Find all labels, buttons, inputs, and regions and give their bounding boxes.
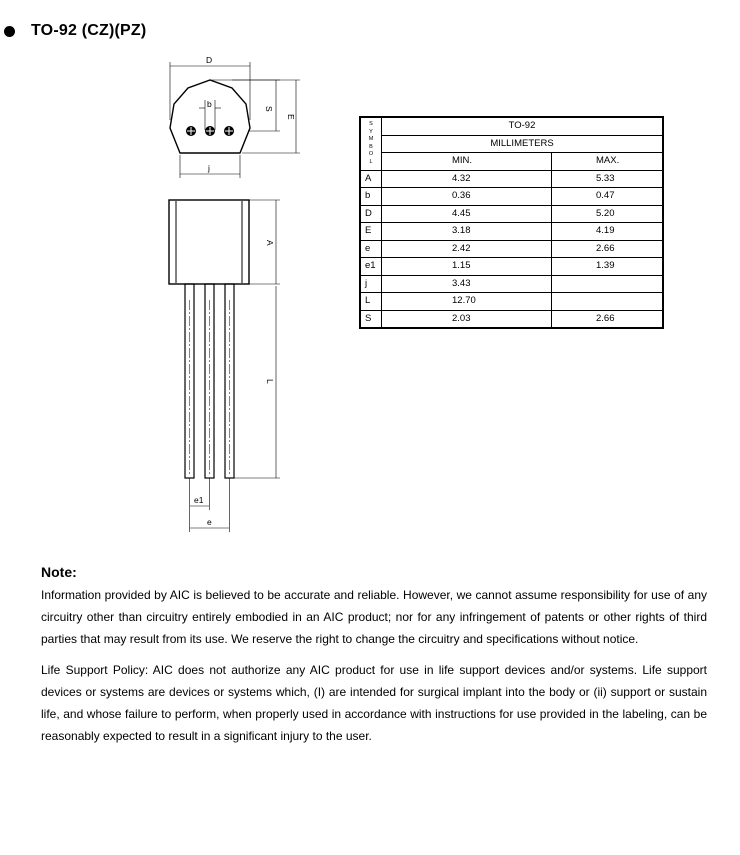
table-row: E 3.18 4.19: [360, 223, 663, 241]
top-view: [170, 62, 300, 178]
table-row: e 2.42 2.66: [360, 240, 663, 258]
dimension-table: [359, 116, 664, 329]
max-header: MAX.: [552, 153, 664, 171]
dim-label-l: L: [265, 379, 275, 384]
dim-label-b: b: [207, 99, 212, 109]
dim-label-e1: e1: [194, 495, 204, 505]
package-header: TO-92: [382, 117, 664, 135]
table-row: A 4.32 5.33: [360, 170, 663, 188]
package-title: TO-92 (CZ)(PZ): [31, 22, 147, 39]
side-view: [169, 200, 280, 532]
dim-label-e: e: [207, 517, 212, 527]
dim-label-a: A: [265, 240, 275, 246]
table-row: L 12.70: [360, 293, 663, 311]
table-row: j 3.43: [360, 275, 663, 293]
dim-label-j: j: [208, 163, 210, 173]
note-title: Note:: [41, 564, 77, 580]
table-row: e1 1.15 1.39: [360, 258, 663, 276]
unit-header: MILLIMETERS: [382, 135, 664, 153]
table-row: b 0.36 0.47: [360, 188, 663, 206]
side-view-body: [169, 200, 249, 284]
table-row: D 4.45 5.20: [360, 205, 663, 223]
note-paragraph-life-support: Life Support Policy: AIC does not authorize any AIC product for use in life support devices and/or systems. Life support devices or systems are devices or systems which, (I) are intended for surgical implant into the body or (ii) support or sustain life, and whose failure to perform, when properly used in accordance with instructions for use provided in the labeling, can be reasonably expected to result in a significant injury to the user.: [41, 663, 707, 743]
symbol-header: S Y M B O L: [360, 117, 382, 170]
top-view-body: [170, 80, 250, 153]
dim-label-s: S: [264, 106, 274, 112]
dim-label-e-upper: E: [286, 114, 296, 120]
min-header: MIN.: [382, 153, 552, 171]
note-paragraph-info: Information provided by AIC is believed to be accurate and reliable. However, we cannot assume responsibility for use of any circuitry other than circuitry entirely embodied in an AIC product; nor for any infringement of patents or other rights of third parties that may result from its use. We reserve the right to change the circuitry and specifications without notice.: [41, 588, 707, 646]
dim-label-d: D: [206, 55, 213, 65]
table-row: S 2.03 2.66: [360, 310, 663, 328]
